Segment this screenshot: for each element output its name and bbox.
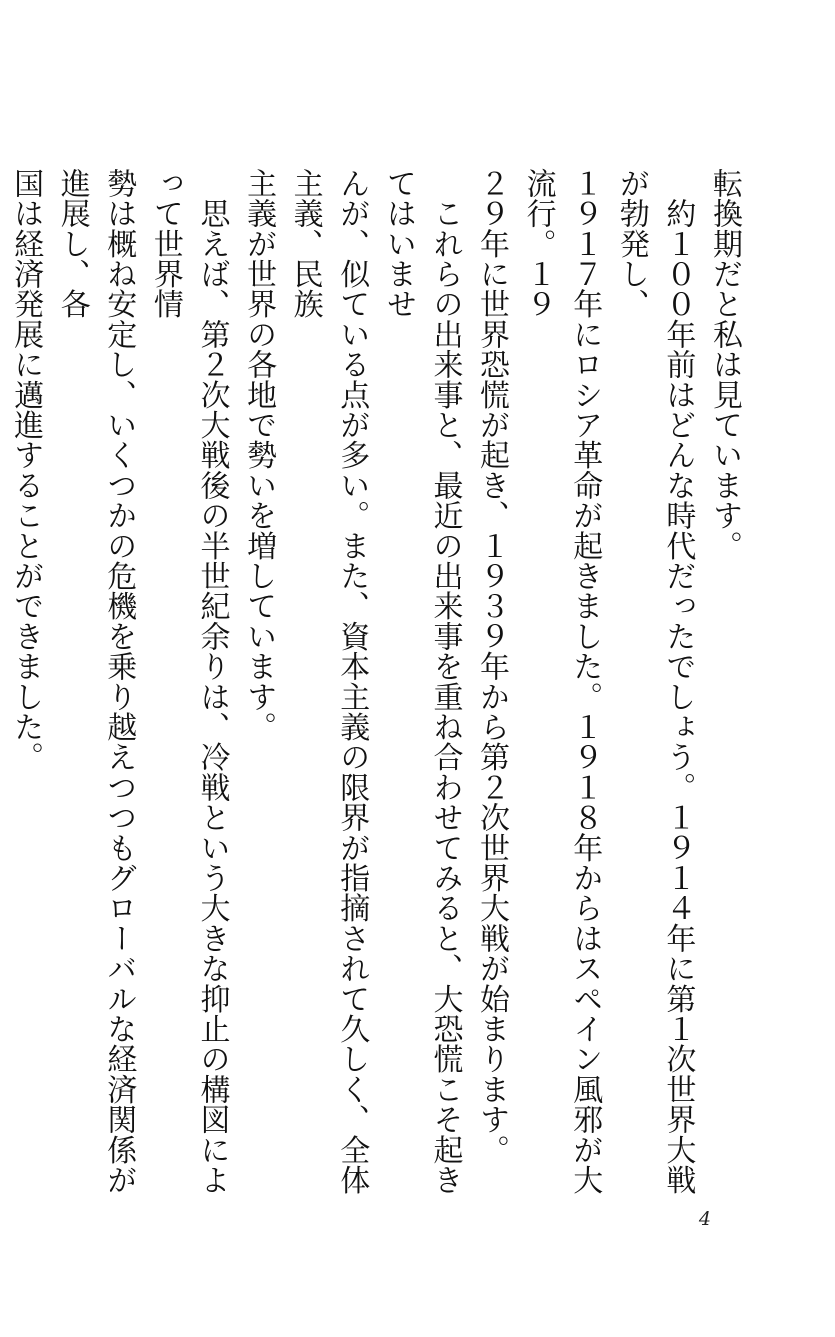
text-line-5: これらの出来事と、最近の出来事を重ね合わせてみると、大恐慌こそ起きてはいませ [380,168,463,1195]
text-line-4: ２９年に世界恐慌が起き、１９３９年から第２次世界大戦が始まります。 [474,168,510,1165]
text-line-8: 思えば、第２次大戦後の半世紀余りは、冷戦という大きな抑止の構図によって世界情 [147,168,230,1195]
text-line-1: 転換期だと私は見ています。 [707,168,742,561]
text-line-11 [0,168,2,1198]
text-line-3: １９１７年にロシア革命が起きました。１９１８年からはスペイン風邪が大流行。１９ [520,168,603,1195]
text-line-7: 主義が世界の各地で勢いを増しています。 [241,168,277,742]
text-line-10: 国は経済発展に邁進することができました。 [8,168,44,772]
text-line-6: んが、似ている点が多い。また、資本主義の限界が指摘されて久しく、全体主義、民族 [287,168,370,1195]
page-number: 4 [698,1208,711,1230]
body-text [8,168,747,1198]
text-line-2: 約１００年前はどんな時代だったでしょう。１９１４年に第１次世界大戦が勃発し、 [613,168,696,1195]
text-line-9: 勢は概ね安定し、いくつかの危機を乗り越えつつもグローバルな経済関係が進展し、各 [54,168,137,1195]
